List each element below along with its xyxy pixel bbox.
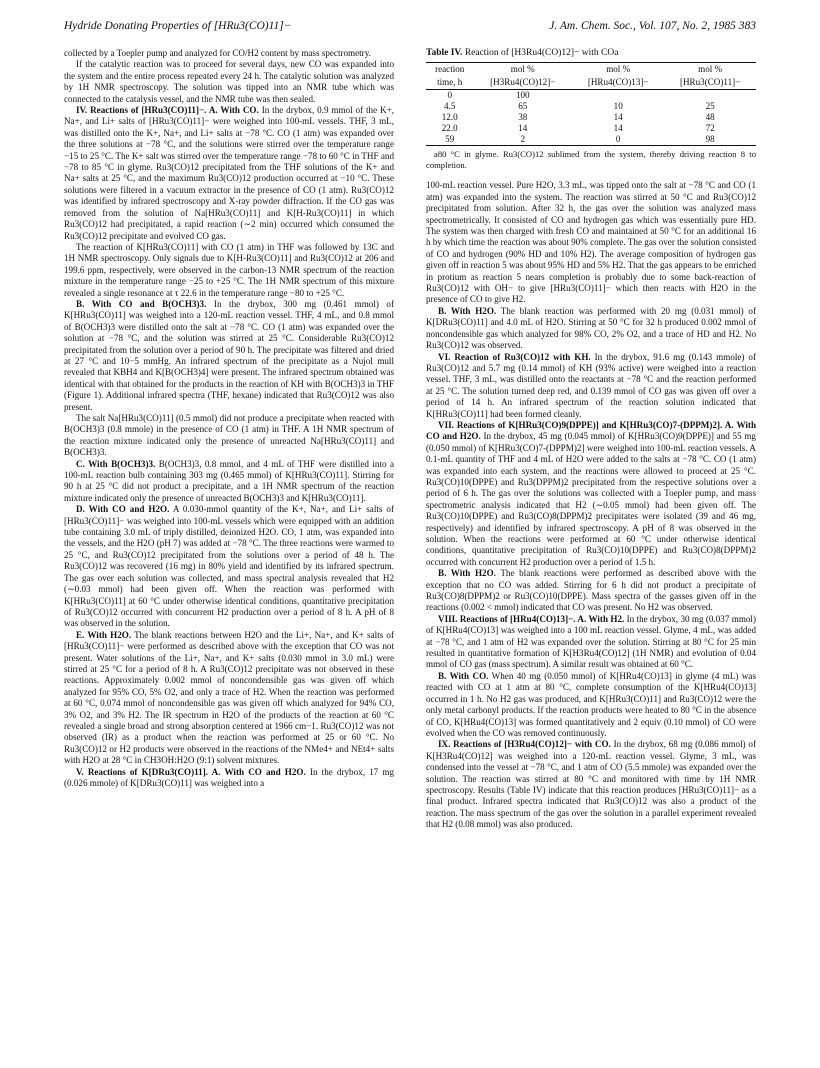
running-title: Hydride Donating Properties of [HRu3(CO)11]−	[64, 20, 292, 32]
paragraph-text: In the drybox, 0.9 mmol of the K+, Na+, and Li+ salts of [HRu3(CO)11]− were weighed into 100-mL vessels. THF, 3 mL, was distilled onto the K+, Na+, and Li+ salts at −78 °C. CO (1 atm) was expanded over the three solutions at −78 °C, and the solutions were stirred over the temperature range −15 to 25 °C. The K+ salt was stirred over the temperature range −78 to 60 °C in THF and −78 to 85 °C in glyme. Ru3(CO)12 precipitated from the THF solutions of the K+ and Na+ salts at 25 °C, and the maximum Ru3(CO)12 production occurred at −10 °C. These solutions were filtered in a vacuum extractor in the presence of CO (1 atm). Ru3(CO)12 was identified by infrared spectroscopy and X-ray powder diffraction. If the CO gas was removed from the solution of Na[HRu3(CO)11] and K[H-Ru3(CO)11] in which Ru3(CO)12 had precipitated, a rapid reaction (∼2 min) occurred which consumed the Ru3(CO)12 precipitate and evolved CO gas.	[64, 105, 394, 241]
paragraph	[426, 614, 756, 671]
section-heading: IX. Reactions of [H3Ru4(CO)12]− with CO.	[438, 739, 611, 750]
table-cell: 10	[613, 101, 623, 112]
paragraph	[64, 413, 394, 459]
table-cell: 0	[447, 90, 452, 101]
paragraph	[426, 306, 756, 352]
journal-citation: J. Am. Chem. Soc., Vol. 107, No. 2, 1985 383	[549, 20, 756, 32]
section-heading: B. With CO and B(OCH3)3.	[76, 298, 207, 309]
right-column	[426, 48, 756, 831]
col-header: [HRu3(CO)11]−	[664, 76, 756, 90]
paragraph	[64, 767, 394, 790]
table-cell: 48	[705, 112, 715, 123]
paragraph-text: The reaction of K[HRu3(CO)11] with CO (1 atm) in THF was followed by 13C and 1H NMR spectroscopy. Only signals due to K[H-Ru3(CO)11] and Ru3(CO)12 at 206 and 199.6 ppm, respectively, were observed in the carbon-13 NMR spectrum of the reaction mixture in the temperature range −25 to +25 °C. The 1H NMR spectrum of this mixture revealed a single resonance at τ 22.6 in the temperature range −80 to +25 °C.	[64, 241, 394, 298]
table-cell: 59	[426, 134, 473, 146]
section-heading: C. With B(OCH3)3.	[76, 458, 156, 469]
table-cell: 14	[518, 123, 528, 134]
section-heading: V. Reactions of K[DRu3(CO)11]. A. With CO and H2O.	[76, 766, 306, 777]
paragraph-text: The blank reaction was performed with 20 mg (0.031 mmol) of K[DRu3(CO)11] and 4.0 mL of H2O. Stirring at 50 °C for 32 h produced 0.002 mmol of noncondensible gas which analyzed for 98% CO, 2% O2, and a trace of HD and H2. No Ru3(CO)12 was observed.	[426, 305, 756, 351]
paragraph-text: In the drybox, 91.6 mg (0.143 mmole) of Ru3(CO)12 and 5.7 mg (0.14 mmol) of KH (93% active) were weighed into a reaction vessel. THF, 3 mL, was distilled onto the reactants at −78 °C and the reaction performed at 25 °C. The solution turned deep red, and 0.139 mmol of CO gas was given off over a period of 14 h. An infrared spectrum of the reaction solution indicated that K[HRu3(CO)11] had been formed cleanly.	[426, 351, 756, 419]
paragraph-text: The blank reactions were performed as described above with the exception that no CO was added. Stirring for 6 h did not product a precipitate of Ru3(CO)8(DPPM)2 or Ru3(CO)10(DPPE). Mass spectra of the gasses given off in the reactions (0.002 < mmol) indicated that CO was present. No H2 was observed.	[426, 568, 757, 613]
section-heading: B. With CO.	[438, 670, 489, 681]
table-cell: 14	[613, 123, 623, 134]
table-cell: 25	[705, 101, 715, 112]
section-heading: B. With H2O.	[438, 568, 496, 579]
col-header: [HRu4(CO)13]−	[572, 76, 664, 90]
table-cell: 72	[705, 123, 715, 134]
paragraph	[64, 504, 394, 629]
table-cell: 14	[613, 112, 623, 123]
paragraph	[64, 59, 394, 105]
table-cell: 65	[518, 101, 528, 112]
section-heading: E. With H2O.	[76, 629, 132, 640]
paragraph	[426, 420, 756, 568]
paragraph-text: The blank reactions between H2O and the Li+, Na+, and K+ salts of [HRu3(CO)11]− were performed as described above with the exception that CO was not present. Water solutions of the Li+, Na+, and K+ salts (0.030 mmol in 3.0 mL) were stirred at 25 °C for a period of 8 h. A Ru3(CO)12 precipitate was not observed in these reactions. Approximately 0.002 mmol of noncondensible gas was given off which analyzed for 95% CO, 5% O2, and only a trace of H2. When the reaction was performed at 60 °C, 0.074 mmol of noncondensible gas was given off which analyzed for 94% CO, 3% O2, and 3% H2. The IR spectrum in H2O of the products of the reaction at 60 °C revealed a single broad and strong absorption centered at 1966 cm−1. Ru3(CO)12 was not observed (IR) as a product when the reaction was performed at 25 or 60 °C. No Ru3(CO)12 or H2 products were observed in the reactions of the NMe4+ and NEt4+ salts with H2O at 28 °C in CH3OH:H2O (9:1) solvent mixtures.	[64, 629, 394, 766]
table-cell: 100	[515, 90, 530, 101]
table-cell: 22.0	[441, 123, 458, 134]
table-cell: 98	[664, 134, 756, 146]
paragraph	[426, 671, 756, 739]
page-header	[64, 20, 756, 38]
table-label: Table IV.	[426, 48, 463, 58]
section-heading: VI. Reaction of Ru3(CO)12 with KH.	[438, 351, 591, 362]
paragraph-text: The salt Na[HRu3(CO)11] (0.5 mmol) did not produce a precipitate when reacted with B(OCH3)3 (0.8 mmole) in the presence of CO (1 atm) in THF. A 1H NMR spectrum of the reaction mixture indicated only the presence of unreacted Na[HRu3(CO)11] and B(OCH3)3.	[64, 413, 394, 458]
table-cell: 38	[518, 112, 528, 123]
table-cell: 0	[572, 134, 664, 146]
left-column	[64, 48, 394, 789]
paragraph	[64, 48, 394, 59]
paragraph	[64, 242, 394, 299]
table-caption: Reaction of [H3Ru4(CO)12]− with COa	[462, 48, 619, 58]
table-cell	[572, 90, 664, 102]
table-title	[426, 48, 756, 59]
table-row	[426, 90, 756, 102]
paragraph-text: If the catalytic reaction was to proceed for several days, new CO was expanded into the system and the entire process repeated every 24 h. The catalytic solution was analyzed by 1H NMR spectroscopy. The solution was tipped into an NMR tube which was connected to the catalysis vessel, and the NMR tube was then sealed.	[64, 59, 394, 104]
paragraph-text: When 40 mg (0.050 mmol) of K[HRu4(CO)13] in glyme (4 mL) was reacted with CO at 1 atm at 80 °C, complete consumption of the K[HRu4(CO)13] occurred in 1 h. No H2 gas was produced, and K[HRu3(CO)11] and Ru3(CO)12 were the only metal carbonyl products. If the reaction products were heated to 80 °C in the absence of CO, K[HRu4(CO)13] was formed quantitatively and 2 equiv (0.10 mmol) of CO were evolved when the CO was removed continuously.	[426, 670, 756, 738]
table-row	[426, 134, 756, 146]
table-cell: 4.5	[444, 101, 456, 112]
paragraph-text: A 0.030-mmol quantity of the K+, Na+, and Li+ salts of [HRu3(CO)11]− was weighed into 100-mL vessels which were equipped with an addition tube containing 3.0 mL of triply distilled, deionized H2O. CO, 1 atm, was expanded into the vessels, and the H2O (pH 7) was added at −78 °C. The three reactions were warmed to 25 °C, and Ru3(CO)12 precipitated from the solutions over a period of 48 h. The Ru3(CO)12 was recovered (16 mg) in 80% yield and identified by its infrared spectrum. The gas over each solution was collected, and mass spectral analysis revealed that H2 (∼0.03 mmol) had been given off. When the reaction was performed with K[HRu3(CO)11] at 60 °C under otherwise identical conditions, quantitative precipitation of Ru3(CO)12 occurred with concurrent H2 production over a period of 8 h. A pH of 8 was observed in the solution.	[64, 504, 394, 629]
paragraph-text: collected by a Toepler pump and analyzed for CO/H2 content by mass spectrometry.	[64, 48, 371, 58]
table-cell	[664, 90, 756, 102]
col-header: reaction	[426, 63, 473, 77]
col-header: time, h	[426, 76, 473, 90]
paragraph-text: In the drybox, 30 mg (0.037 mmol) of K[HRu4(CO)13] was weighed into a 100 mL reaction vessel. Glyme, 4 mL, was added at −78 °C, and 1 atm of H2 was expanded over the solution. Stirring at 80 °C for 25 min resulted in quantitative formation of K[H3Ru4(CO)12] (1H NMR) and evolution of 0.04 mmol of CO gas (mass spectrum). A similar result was obtained at 60 °C.	[426, 613, 756, 670]
table-cell: 12.0	[441, 112, 458, 123]
data-table	[426, 62, 756, 146]
section-heading: VII. Reactions of K[HRu3(CO)9(DPPE)] and K[HRu3(CO)7-(DPPM)2]. A. With CO and H2O.	[426, 419, 756, 442]
table-row	[426, 123, 756, 134]
section-heading: VIII. Reactions of [HRu4(CO)13]−. A. With H2.	[438, 613, 625, 624]
paragraph	[426, 180, 756, 305]
col-header: mol %	[572, 63, 664, 77]
paragraph-text: In the drybox, 45 mg (0.045 mmol) of K[HRu3(CO)9(DPPE)] and 55 mg (0.050 mmol) of K[HRu3(CO)7-(DPPM)2] were weighed into 100-mL reaction vessels. A 0.1-mL quantity of THF and 4 mL of H2O were added to the salts at −78 °C. CO (1 atm) was expanded into each system, and the reactions were allowed to proceed at 25 °C. Ru3(CO)10(DPPE) and Ru3(DPPM)2 precipitated from the respective solutions over a period of 6 h. The gas over the solutions was collected with a Toepler pump, and mass spectrometric analysis indicated that H2 (∼0.05 mmol) had been given off. The Ru3(CO)10(DPPE) and Ru3(CO)8(DPPM)2 precipitates were isolated (39 and 46 mg, respectively) and identified by infrared spectroscopy. A pH of 8 was observed in the solution. When the reactions were performed at 60 °C under otherwise identical conditions, quantitative precipitation of Ru3(CO)10(DPPE) and Ru3(CO)8(DPPM)2 occurred with concurrent H2 production over a period of 1.5 h.	[426, 431, 756, 567]
paragraph-text: In the drybox, 68 mg (0.086 mmol) of K[H3Ru4(CO)12] was weighed into a 120-mL reaction vessel. Glyme, 3 mL, was condensed into the vessel at −78 °C, and 1 atm of CO (5.5 mmole) was expanded over the solution. The reaction was stirred at 80 °C and monitored with time by 1H NMR spectroscopy. Results (Table IV) indicate that this reaction produces [HRu3(CO)11]− as a final product. Infrared spectra indicated that Ru3(CO)12 was also a product of the reaction. The mass spectrum of the gas over the solution in a parallel experiment revealed that H2 (0.08 mmol) was also produced.	[426, 739, 757, 830]
paragraph	[64, 299, 394, 413]
table-iv	[426, 48, 756, 170]
paragraph	[426, 739, 756, 830]
table-cell: 2	[473, 134, 572, 146]
section-heading: B. With H2O.	[438, 305, 497, 316]
section-heading: D. With CO and H2O.	[76, 504, 170, 515]
col-header: mol %	[664, 63, 756, 77]
paragraph-text: B(OCH3)3, 0.8 mmol, and 4 mL of THF were distilled into a 100-mL reaction bulb containing 303 mg (0.465 mmol) of K[HRu3(CO)11]. Stirring for 90 h at 25 °C did not product a precipitate, and a 1H NMR spectrum of the reaction mixture indicated only the presence of unreacted B(OCH3)3 and K[HRu3(CO)11].	[64, 458, 394, 503]
section-heading: IV. Reactions of [HRu3(CO)11]−. A. With CO.	[76, 105, 259, 116]
paragraph-text: 100-mL reaction vessel. Pure H2O, 3.3 mL, was tipped onto the salt at −78 °C and CO (1 atm) was expanded into the system. The reaction was stirred at 50 °C and Ru3(CO)12 precipitated from solution. After 32 h, the gas over the solution was analyzed mass spectrometrically. It consisted of CO and hydrogen gas which was essentially pure HD. The system was then charged with fresh CO and maintained at 50 °C for an additional 16 h by which time the reaction was about 90% complete. The gas over the solution consisted of CO and hydrogen (90% HD and 10% H2). The average composition of hydrogen gas given off in reaction 5 was about 95% HD and 5% H2. That the gas appears to be enriched in protium as reaction 5 nears completion is probably due to some back-reaction of Ru3(CO)12 with OH− to give [HRu3(CO)11]− which then reacts with H2O in the presence of CO to give H2.	[426, 180, 756, 305]
paragraph-text: In the drybox, 17 mg (0.026 mmole) of K[DRu3(CO)11] was weighed into a	[64, 766, 394, 788]
paragraph	[426, 568, 756, 614]
col-header: mol %	[473, 63, 572, 77]
right-column-text	[426, 180, 756, 830]
table-row	[426, 112, 756, 123]
table-row	[426, 101, 756, 112]
paragraph	[64, 105, 394, 242]
paragraph	[64, 459, 394, 505]
paragraph-text: In the drybox, 300 mg (0.461 mmol) of K[HRu3(CO)11] was weighed into a 120-mL reaction vessel. THF, 4 mL, and 0.8 mmol of B(OCH3)3 were distilled onto the salt at −78 °C. CO (1 atm) was expanded over the solution at −78 °C, and the solution was stirred at 25 °C. Considerable Ru3(CO)12 precipitated from the solution over a period of 90 h. The precipitate was filtered and dried at 27 °C and 10−5 mmHg. An infrared spectrum of the precipitate as a Nujol mull revealed that KBH4 and K[B(OCH3)4] were present. The infrared spectrum obtained was identical with that obtained for the products in the reaction of KH with B(OCH3)3 in THF (Figure 1). Additional infrared spectra (THF, hexane) indicated that Ru3(CO)12 was also present.	[64, 298, 394, 412]
col-header: [H3Ru4(CO)12]−	[473, 76, 572, 90]
paragraph	[426, 352, 756, 420]
paragraph	[64, 630, 394, 767]
table-footnote: a80 °C in glyme. Ru3(CO)12 sublimed from the system, thereby driving reaction 8 to completion.	[426, 149, 756, 170]
